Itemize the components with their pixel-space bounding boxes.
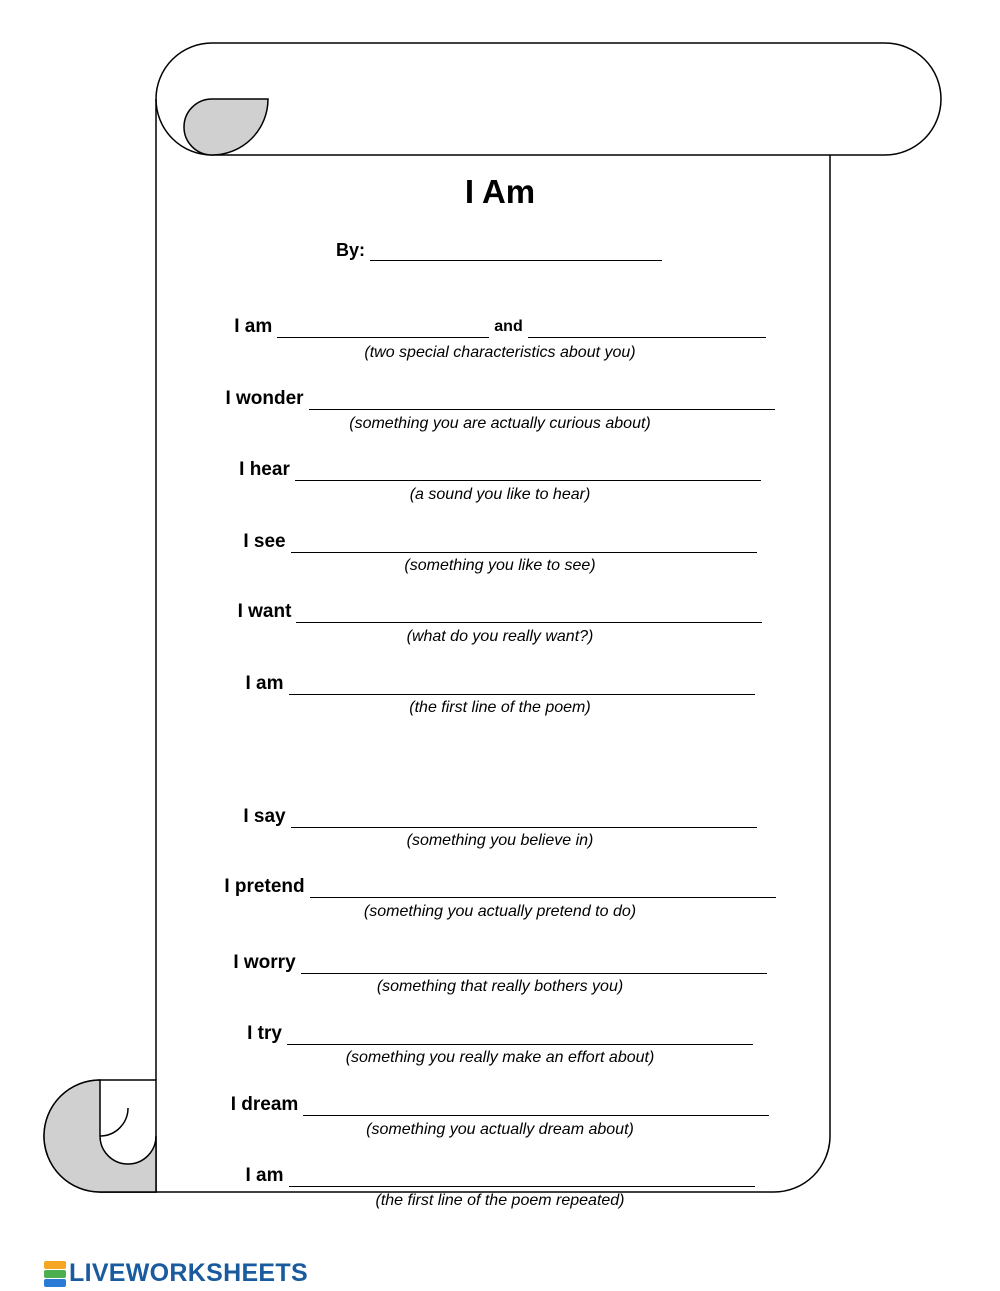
line-input[interactable] <box>295 462 761 481</box>
line-hint: (the first line of the poem repeated) <box>375 1192 625 1209</box>
liveworksheets-logo-icon <box>44 1261 66 1287</box>
line-label: I am <box>245 673 284 694</box>
poem-line-am-2 <box>0 673 1000 695</box>
line-input[interactable] <box>291 534 757 553</box>
liveworksheets-brand[interactable] <box>44 1259 308 1288</box>
line-hint: (something you really make an effort about) <box>345 1049 655 1066</box>
line-input[interactable] <box>309 391 775 410</box>
poem-line-wonder <box>0 388 1000 410</box>
logo-bar-2 <box>44 1270 66 1278</box>
line-label: I pretend <box>224 876 305 897</box>
line-label: I worry <box>233 952 296 973</box>
poem-line-want <box>0 601 1000 623</box>
line-hint: (something you actually dream about) <box>366 1121 634 1138</box>
line-hint: (something you believe in) <box>406 832 594 849</box>
line-hint: (a sound you like to hear) <box>409 486 591 503</box>
line-label: I say <box>243 806 286 827</box>
line-label: I wonder <box>225 388 304 409</box>
poem-line-worry <box>0 952 1000 974</box>
line-input[interactable] <box>289 1168 755 1187</box>
characteristic-input-1[interactable] <box>277 319 489 338</box>
line-hint: (what do you really want?) <box>406 628 594 645</box>
poem-line-hear <box>0 459 1000 481</box>
brand-wordmark: LIVEWORKSHEETS <box>69 1259 308 1287</box>
worksheet-title: I Am <box>464 173 536 210</box>
line-label: I dream <box>230 1094 299 1115</box>
characteristic-input-2[interactable] <box>528 319 766 338</box>
author-row <box>336 240 662 261</box>
line-hint: (two special characteristics about you) <box>364 344 636 361</box>
poem-line-see <box>0 531 1000 553</box>
poem-line-dream <box>0 1094 1000 1116</box>
logo-bar-1 <box>44 1261 66 1269</box>
line-input[interactable] <box>303 1097 769 1116</box>
poem-line-try <box>0 1023 1000 1045</box>
line-label: I am <box>234 316 273 337</box>
line-input[interactable] <box>310 879 776 898</box>
and-label: and <box>494 318 523 335</box>
line-label: I hear <box>239 459 290 480</box>
line-hint: (something that really bothers you) <box>376 978 624 995</box>
line-hint: (something you like to see) <box>404 557 596 574</box>
poem-line-say <box>0 806 1000 828</box>
logo-bar-3 <box>44 1279 66 1287</box>
author-input[interactable] <box>370 242 662 261</box>
top-roll-outline <box>156 43 941 155</box>
line-label: I try <box>247 1023 282 1044</box>
line-label: I want <box>237 601 292 622</box>
line-input[interactable] <box>291 809 757 828</box>
line-input[interactable] <box>296 604 762 623</box>
poem-line-1 <box>0 316 1000 338</box>
line-input[interactable] <box>289 676 755 695</box>
line-hint: (the first line of the poem) <box>409 699 591 716</box>
line-label: I am <box>245 1165 284 1186</box>
poem-line-am-3 <box>0 1165 1000 1187</box>
line-input[interactable] <box>287 1026 753 1045</box>
line-hint: (something you are actually curious about) <box>349 415 651 432</box>
line-input[interactable] <box>301 955 767 974</box>
by-label: By: <box>336 240 366 260</box>
poem-line-pretend <box>0 876 1000 898</box>
line-hint: (something you actually pretend to do) <box>363 903 637 920</box>
line-label: I see <box>243 531 286 552</box>
